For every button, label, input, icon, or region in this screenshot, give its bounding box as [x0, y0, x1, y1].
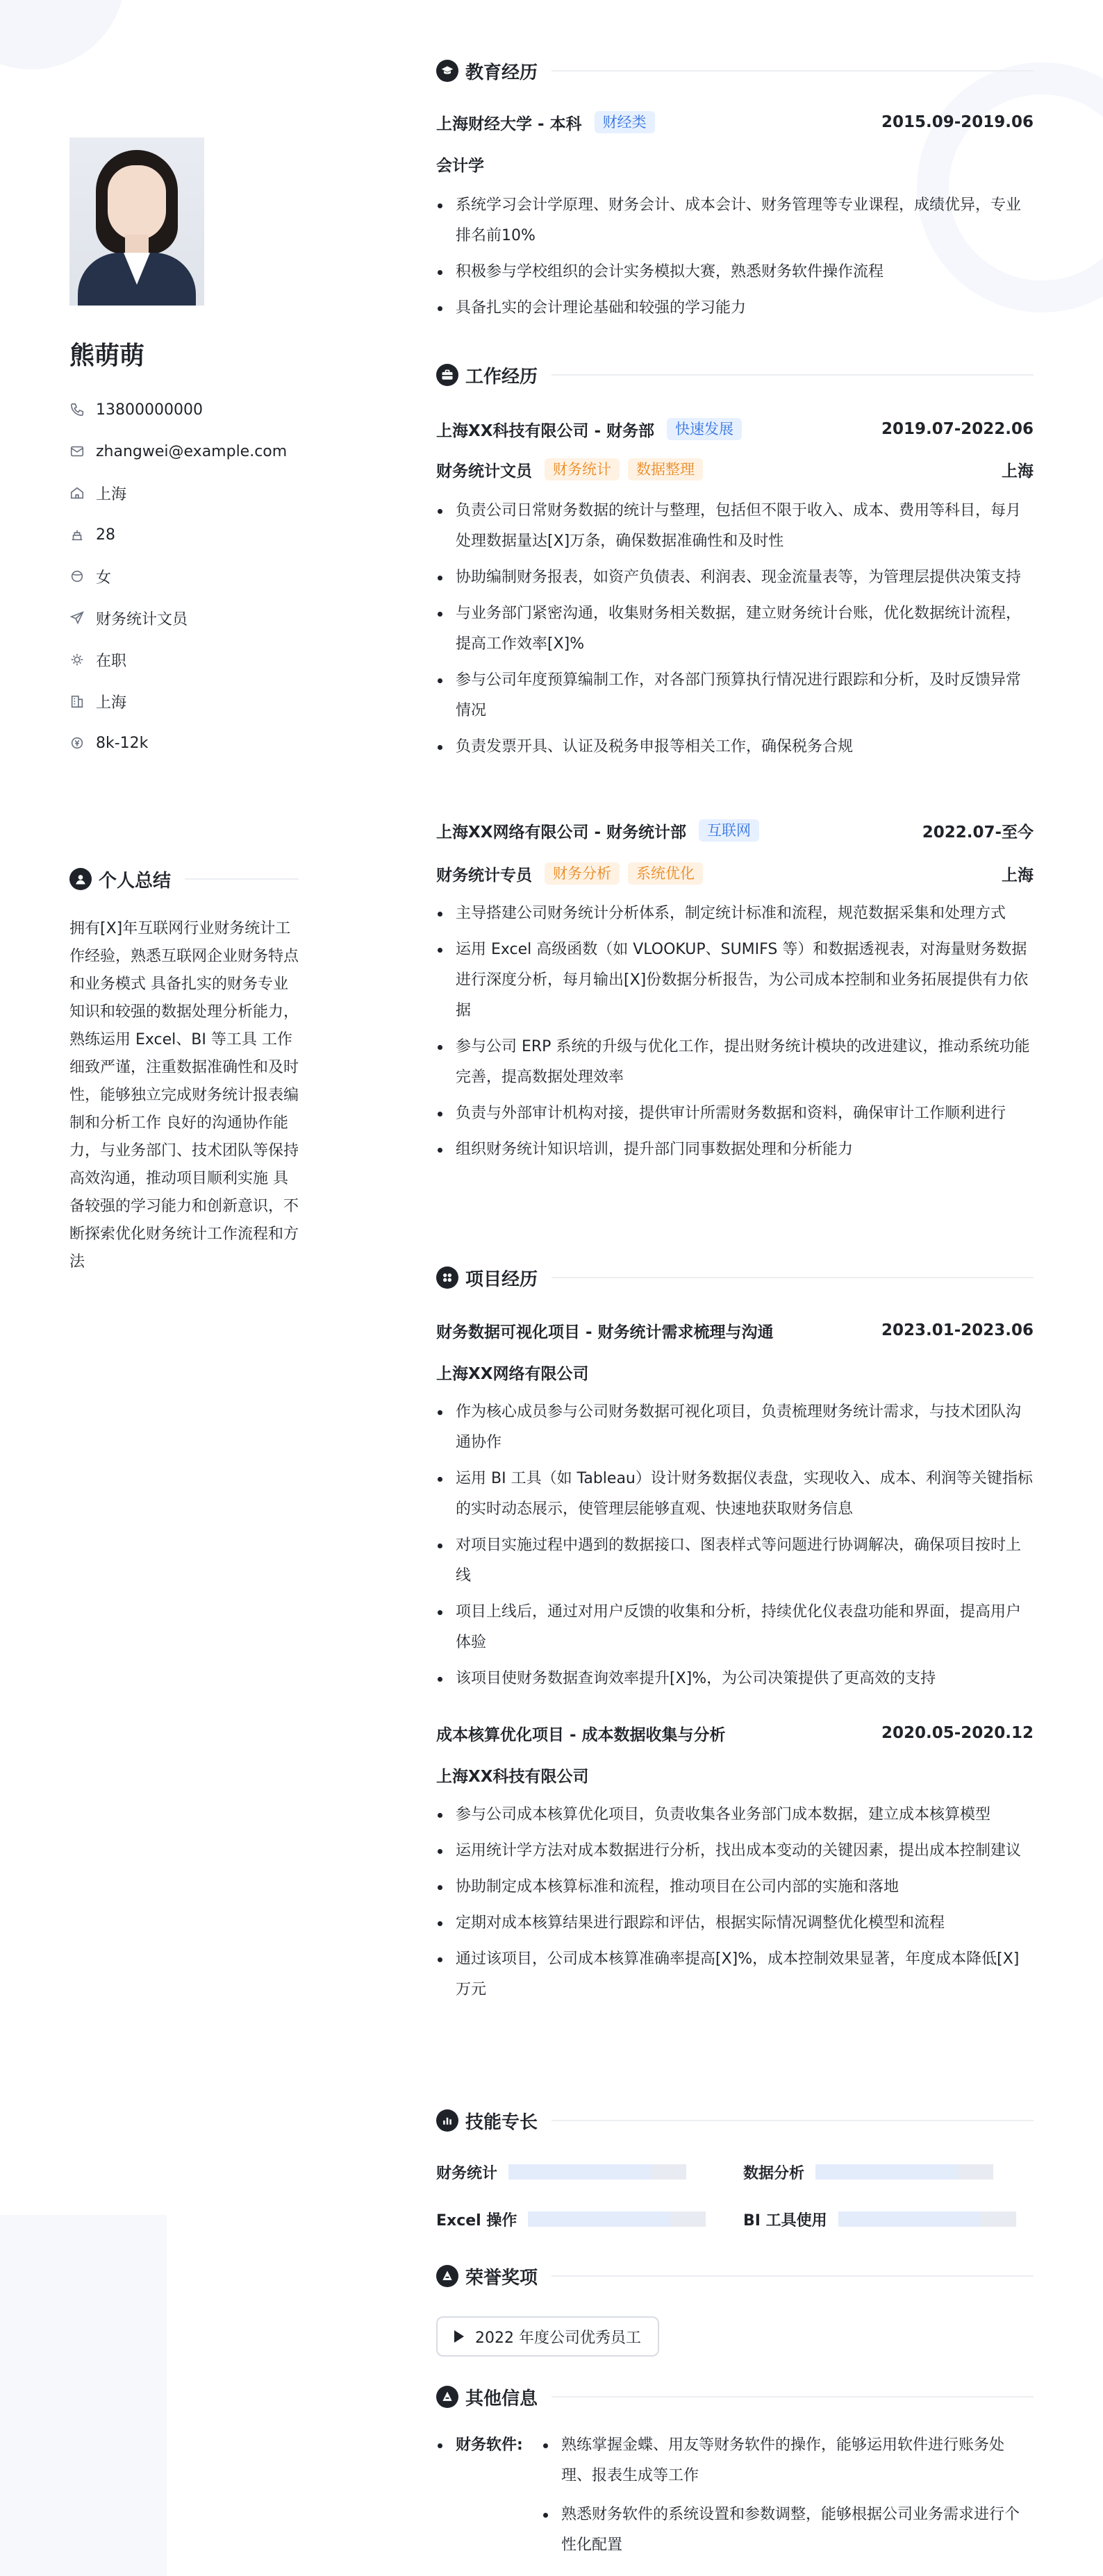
play-icon: [454, 2330, 464, 2343]
summary-title: 个人总结: [99, 870, 172, 892]
home-icon: [69, 485, 85, 501]
education-header: [436, 51, 1034, 90]
graduation-cap-icon: [436, 60, 458, 82]
skill-name: 数据分析: [743, 2164, 805, 2182]
candidate-name: 熊萌萌: [69, 342, 145, 370]
info-email-text: zhangwei@example.com: [96, 442, 288, 460]
info-position-text: 财务统计文员: [96, 610, 188, 628]
info-city-text: 上海: [96, 694, 127, 712]
info-status: [69, 639, 299, 680]
info-gender: [69, 555, 299, 597]
job-1-city: 上海: [1002, 462, 1034, 480]
age-icon: [69, 527, 85, 542]
work-title: 工作经历: [465, 366, 538, 387]
skill-name: BI 工具使用: [743, 2211, 827, 2230]
job-1-role: 财务统计文员: [436, 462, 532, 480]
major-row: [436, 150, 1034, 178]
job-2-skill-tag: 财务分析: [545, 862, 620, 885]
project-1-date: 2023.01-2023.06: [881, 1321, 1034, 1339]
other-header: [436, 2377, 1034, 2416]
list-item: 组织财务统计知识培训，提升部门同事数据处理和分析能力: [436, 1135, 1034, 1165]
bullet-dot: [438, 2443, 442, 2448]
info-status-text: 在职: [96, 652, 127, 670]
divider: [552, 70, 1034, 72]
school-name: 上海财经大学 - 本科: [436, 115, 582, 133]
other-label: 财务软件:: [456, 2436, 523, 2454]
skill-bar: [508, 2164, 686, 2180]
salary-icon: [69, 735, 85, 751]
status-icon: [69, 652, 85, 667]
list-item: 定期对成本核算结果进行跟踪和评估，根据实际情况调整优化模型和流程: [436, 1908, 1034, 1939]
projects-header: [436, 1258, 1034, 1297]
job-1-tag: 快速发展: [667, 418, 742, 440]
job-2-date: 2022.07-至今: [922, 823, 1034, 842]
project-2-company-row: [436, 1761, 1034, 1789]
decor-square: [0, 2215, 167, 2576]
gender-icon: [69, 569, 85, 584]
list-item: 积极参与学校组织的会计实务模拟大赛，熟悉财务软件操作流程: [436, 257, 1034, 287]
education-title: 教育经历: [465, 62, 538, 83]
job-1-company: 上海XX科技有限公司 - 财务部: [436, 421, 655, 440]
skill-item: [436, 2205, 706, 2233]
info-location: [69, 472, 299, 514]
list-item: 负责公司日常财务数据的统计与整理，包括但不限于收入、成本、费用等科目，每月处理数据量达[X]万条，确保数据准确性和及时性: [436, 496, 1034, 557]
list-item: 运用统计学方法对成本数据进行分析，找出成本变动的关键因素，提出成本控制建议: [436, 1836, 1034, 1866]
job-1-role-row: [436, 455, 1034, 483]
list-item: 运用 BI 工具（如 Tableau）设计财务数据仪表盘，实现收入、成本、利润等关键指标的实时动态展示，使管理层能够直观、快速地获取财务信息: [436, 1464, 1034, 1525]
other-list: [542, 2430, 1034, 2569]
project-1-name: 财务数据可视化项目 - 财务统计需求梳理与沟通: [436, 1323, 774, 1341]
building-icon: [69, 694, 85, 709]
info-email: [69, 430, 299, 472]
award-text: 2022 年度公司优秀员工: [475, 2329, 641, 2347]
grid-icon: [436, 1266, 458, 1289]
project-2-header: [436, 1719, 1034, 1747]
info-phone-text: 13800000000: [96, 401, 203, 419]
info-position: [69, 597, 299, 639]
user-icon: [69, 868, 92, 890]
education-bullets: [436, 190, 1034, 329]
divider: [552, 1277, 1034, 1278]
list-item: 项目上线后，通过对用户反馈的收集和分析，持续优化仪表盘功能和界面，提高用户体验: [436, 1597, 1034, 1658]
list-item: 协助编制财务报表，如资产负债表、利润表、现金流量表等，为管理层提供决策支持: [436, 562, 1034, 593]
skill-fill: [838, 2211, 981, 2227]
job-2-tag: 互联网: [699, 819, 759, 842]
contact-info-list: [69, 389, 299, 764]
list-item: 负责与外部审计机构对接，提供审计所需财务数据和资料，确保审计工作顺利进行: [436, 1098, 1034, 1129]
project-1-bullets: [436, 1397, 1034, 1700]
phone-icon: [69, 402, 85, 417]
job-2-company: 上海XX网络有限公司 - 财务统计部: [436, 823, 687, 842]
awards-header: [436, 2257, 1034, 2295]
job-2-role: 财务统计专员: [436, 866, 532, 885]
list-item: 系统学习会计学原理、财务会计、成本会计、财务管理等专业课程，成绩优异，专业排名前10%: [436, 190, 1034, 251]
divider: [185, 878, 299, 880]
project-2-date: 2020.05-2020.12: [881, 1724, 1034, 1742]
other-title: 其他信息: [465, 2388, 538, 2409]
list-item: 熟练掌握金蝶、用友等财务软件的操作，能够运用软件进行账务处理、报表生成等工作: [542, 2430, 1034, 2491]
info-gender-text: 女: [96, 569, 112, 587]
education-date: 2015.09-2019.06: [881, 113, 1034, 131]
skill-fill: [508, 2164, 651, 2180]
awards-title: 荣誉奖项: [465, 2267, 538, 2289]
skill-item: [436, 2158, 686, 2186]
divider: [552, 2396, 1034, 2398]
avatar: [69, 137, 204, 306]
briefcase-icon: [436, 364, 458, 386]
list-item: 主导搭建公司财务统计分析体系，制定统计标准和流程，规范数据采集和处理方式: [436, 898, 1034, 929]
list-item: 参与公司 ERP 系统的升级与优化工作，提出财务统计模块的改进建议，推动系统功能完善，提高数据处理效率: [436, 1032, 1034, 1093]
info-location-text: 上海: [96, 485, 127, 503]
project-1-header: [436, 1316, 1034, 1344]
info-salary: [69, 722, 299, 764]
divider: [552, 2275, 1034, 2277]
info-icon: [436, 2386, 458, 2408]
skill-bar: [838, 2211, 1016, 2227]
list-item: 具备扎实的会计理论基础和较强的学习能力: [436, 293, 1034, 324]
job-2-city: 上海: [1002, 866, 1034, 885]
info-salary-text: 8k-12k: [96, 734, 149, 752]
list-item: 运用 Excel 高级函数（如 VLOOKUP、SUMIFS 等）和数据透视表，对海量财务数据进行深度分析，每月输出[X]份数据分析报告，为公司成本控制和业务拓展提供有力依据: [436, 935, 1034, 1026]
divider: [552, 374, 1034, 376]
skill-fill: [815, 2164, 958, 2180]
list-item: 作为核心成员参与公司财务数据可视化项目，负责梳理财务统计需求，与技术团队沟通协作: [436, 1397, 1034, 1458]
job-1-header: [436, 415, 1034, 443]
divider: [552, 2120, 1034, 2121]
list-item: 协助制定成本核算标准和流程，推动项目在公司内部的实施和落地: [436, 1872, 1034, 1902]
job-2-skill-tag: 系统优化: [628, 862, 703, 885]
work-header: [436, 356, 1034, 394]
send-icon: [69, 610, 85, 626]
decor-circle: [0, 0, 125, 69]
list-item: 对项目实施过程中遇到的数据接口、图表样式等问题进行协调解决，确保项目按时上线: [436, 1530, 1034, 1591]
chart-icon: [436, 2109, 458, 2132]
skill-bar: [528, 2211, 706, 2227]
skills-header: [436, 2101, 1034, 2140]
major-name: 会计学: [436, 156, 484, 175]
list-item: 负责发票开具、认证及税务申报等相关工作，确保税务合规: [436, 732, 1034, 762]
project-1-company: 上海XX网络有限公司: [436, 1364, 589, 1383]
project-2-name: 成本核算优化项目 - 成本数据收集与分析: [436, 1725, 726, 1744]
list-item: 参与公司年度预算编制工作，对各部门预算执行情况进行跟踪和分析，及时反馈异常情况: [436, 665, 1034, 726]
school-tag: 财经类: [595, 111, 655, 133]
skill-bar: [815, 2164, 993, 2180]
summary-header: [69, 860, 299, 898]
job-1-date: 2019.07-2022.06: [881, 420, 1034, 438]
project-1-company-row: [436, 1358, 1034, 1386]
job-1-bullets: [436, 496, 1034, 768]
email-icon: [69, 444, 85, 459]
projects-title: 项目经历: [465, 1269, 538, 1290]
info-phone: [69, 389, 299, 430]
list-item: 该项目使财务数据查询效率提升[X]%，为公司决策提供了更高效的支持: [436, 1664, 1034, 1694]
medal-icon: [436, 2265, 458, 2287]
list-item: 与业务部门紧密沟通，收集财务相关数据，建立财务统计台账，优化数据统计流程，提高工作效率[X]%: [436, 599, 1034, 660]
skill-name: Excel 操作: [436, 2211, 517, 2230]
job-1-skill-tag: 数据整理: [628, 458, 703, 480]
job-2-header: [436, 817, 1034, 844]
skill-name: 财务统计: [436, 2164, 498, 2182]
skill-item: [743, 2205, 1016, 2233]
job-2-role-row: [436, 860, 1034, 887]
info-age: [69, 514, 299, 555]
education-row: [436, 108, 1034, 136]
list-item: 熟悉财务软件的系统设置和参数调整，能够根据公司业务需求进行个性化配置: [542, 2500, 1034, 2561]
project-2-bullets: [436, 1800, 1034, 2011]
list-item: 参与公司成本核算优化项目，负责收集各业务部门成本数据，建立成本核算模型: [436, 1800, 1034, 1830]
skill-item: [743, 2158, 993, 2186]
info-city: [69, 680, 299, 722]
job-1-skill-tag: 财务统计: [545, 458, 620, 480]
info-age-text: 28: [96, 526, 115, 544]
skills-title: 技能专长: [465, 2111, 538, 2133]
job-2-bullets: [436, 898, 1034, 1171]
list-item: 通过该项目，公司成本核算准确率提高[X]%，成本控制效果显著，年度成本降低[X]万元: [436, 1944, 1034, 2005]
project-2-company: 上海XX科技有限公司: [436, 1767, 589, 1786]
award-item: [436, 2316, 659, 2357]
summary-text: 拥有[X]年互联网行业财务统计工作经验，熟悉互联网企业财务特点和业务模式 具备扎实的财务专业知识和较强的数据处理分析能力，熟练运用 Excel、BI 等工具 工作细致严谨，注重数据准确性和及时性，能够独立完成财务统计报表编制和分析工作 良好的沟通协作能力，与业务部门、技术团队等保持高效沟通，推动项目顺利实施 具备较强的学习能力和创新意识，不断探索优化财务统计工作流程和方法: [69, 920, 299, 1271]
skill-fill: [528, 2211, 670, 2227]
